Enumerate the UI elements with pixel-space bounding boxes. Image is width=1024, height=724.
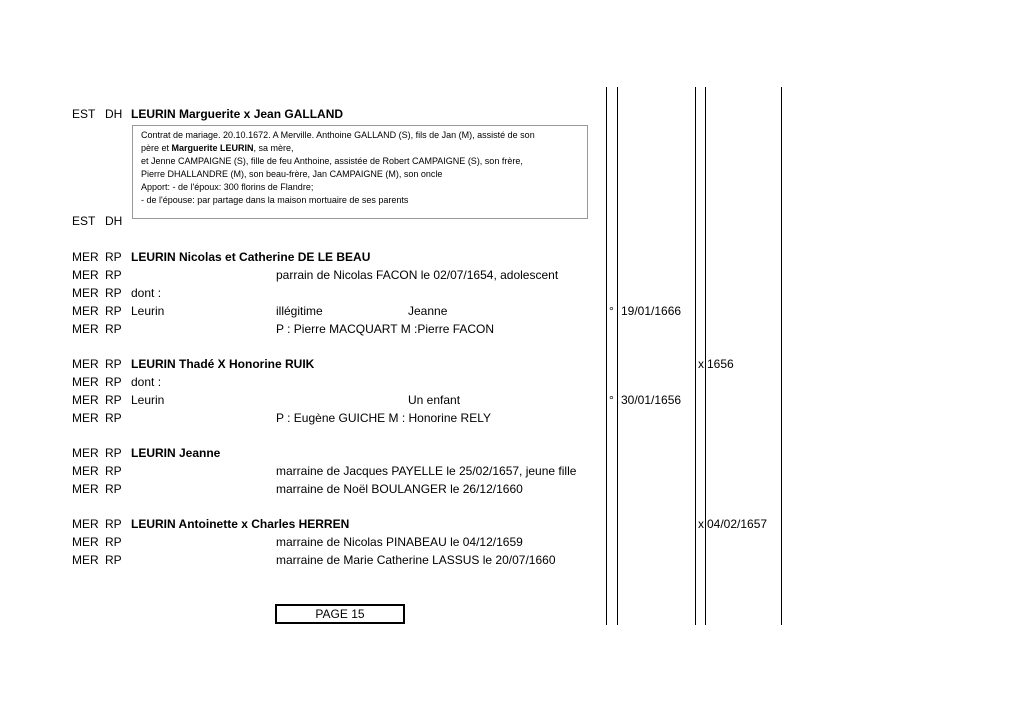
contract-line: - de l'épouse: par partage dans la maison mortuaire de ses parents — [141, 195, 409, 205]
register-code: RP — [105, 322, 122, 336]
source-code: MER — [72, 553, 99, 567]
page-number-label: PAGE 15 — [275, 604, 405, 624]
source-code: MER — [72, 535, 99, 549]
source-code: MER — [72, 393, 99, 407]
entry-title: LEURIN Nicolas et Catherine DE LE BEAU — [131, 250, 371, 264]
marriage-symbol: x — [698, 517, 704, 531]
contract-bold-name: Marguerite LEURIN — [171, 143, 254, 153]
register-code: RP — [105, 535, 122, 549]
source-code: MER — [72, 268, 99, 282]
marriage-date: 1656 — [707, 357, 734, 371]
source-code: MER — [72, 375, 99, 389]
entry-title: LEURIN Thadé X Honorine RUIK — [131, 357, 315, 371]
register-code: RP — [105, 286, 122, 300]
register-code: RP — [105, 250, 122, 264]
contract-line: Apport: - de l'époux: 300 florins de Flandre; — [141, 182, 314, 192]
first-name: Un enfant — [408, 393, 461, 407]
register-code: RP — [105, 482, 122, 496]
role-text: parrain de Nicolas FACON le 02/07/1654, adolescent — [276, 268, 559, 282]
name-text: Leurin — [131, 393, 165, 407]
column-rule — [705, 87, 706, 625]
entry-title: LEURIN Jeanne — [131, 446, 221, 460]
source-code: MER — [72, 250, 99, 264]
role-text: marraine de Marie Catherine LASSUS le 20/07/1660 — [276, 553, 556, 567]
contract-line: Contrat de mariage. 20.10.1672. A Merville. Anthoine GALLAND (S), fils de Jan (M), assisté de son — [141, 130, 535, 140]
source-code: EST — [72, 107, 96, 121]
marriage-contract-box — [132, 125, 588, 219]
source-code: MER — [72, 357, 99, 371]
contract-line: et Jenne CAMPAIGNE (S), fille de feu Anthoine, assistée de Robert CAMPAIGNE (S), son frère, — [141, 156, 523, 166]
contract-line: Pierre DHALLANDRE (M), son beau-frère, Jan CAMPAIGNE (M), son oncle — [141, 169, 443, 179]
source-code: MER — [72, 411, 99, 425]
register-code: RP — [105, 304, 122, 318]
marriage-date: 04/02/1657 — [707, 517, 768, 531]
column-rule — [606, 87, 607, 625]
column-rule — [781, 87, 782, 625]
register-code: RP — [105, 375, 122, 389]
column-rule — [617, 87, 618, 625]
role-text: marraine de Jacques PAYELLE le 25/02/1657, jeune fille — [276, 464, 577, 478]
register-code: RP — [105, 464, 122, 478]
marriage-symbol: x — [698, 357, 704, 371]
role-text: marraine de Nicolas PINABEAU le 04/12/1659 — [276, 535, 523, 549]
source-code: MER — [72, 482, 99, 496]
role-text: P : Eugène GUICHE M : Honorine RELY — [276, 411, 491, 425]
register-code: RP — [105, 411, 122, 425]
role-text: P : Pierre MACQUART M :Pierre FACON — [276, 322, 495, 336]
contract-text: père et — [141, 143, 172, 153]
register-code: RP — [105, 517, 122, 531]
name-text: dont : — [131, 286, 162, 300]
register-code: RP — [105, 393, 122, 407]
birth-date: 19/01/1666 — [621, 304, 682, 318]
entry-title: LEURIN Marguerite x Jean GALLAND — [131, 107, 344, 121]
birth-symbol: ° — [609, 393, 614, 407]
register-code: DH — [105, 214, 123, 228]
register-code: DH — [105, 107, 123, 121]
register-code: RP — [105, 357, 122, 371]
contract-text: , sa mère, — [253, 143, 294, 153]
source-code: MER — [72, 464, 99, 478]
column-rule — [695, 87, 696, 625]
source-code: MER — [72, 322, 99, 336]
source-code: MER — [72, 446, 99, 460]
name-text: dont : — [131, 375, 162, 389]
source-code: EST — [72, 214, 96, 228]
source-code: MER — [72, 517, 99, 531]
name-text: Leurin — [131, 304, 165, 318]
source-code: MER — [72, 286, 99, 300]
birth-date: 30/01/1656 — [621, 393, 682, 407]
register-code: RP — [105, 553, 122, 567]
birth-symbol: ° — [609, 304, 614, 318]
register-code: RP — [105, 268, 122, 282]
source-code: MER — [72, 304, 99, 318]
role-text: marraine de Noël BOULANGER le 26/12/1660 — [276, 482, 523, 496]
entry-title: LEURIN Antoinette x Charles HERREN — [131, 517, 350, 531]
role-text: illégitime — [276, 304, 323, 318]
contract-line — [141, 142, 579, 155]
register-code: RP — [105, 446, 122, 460]
first-name: Jeanne — [408, 304, 448, 318]
